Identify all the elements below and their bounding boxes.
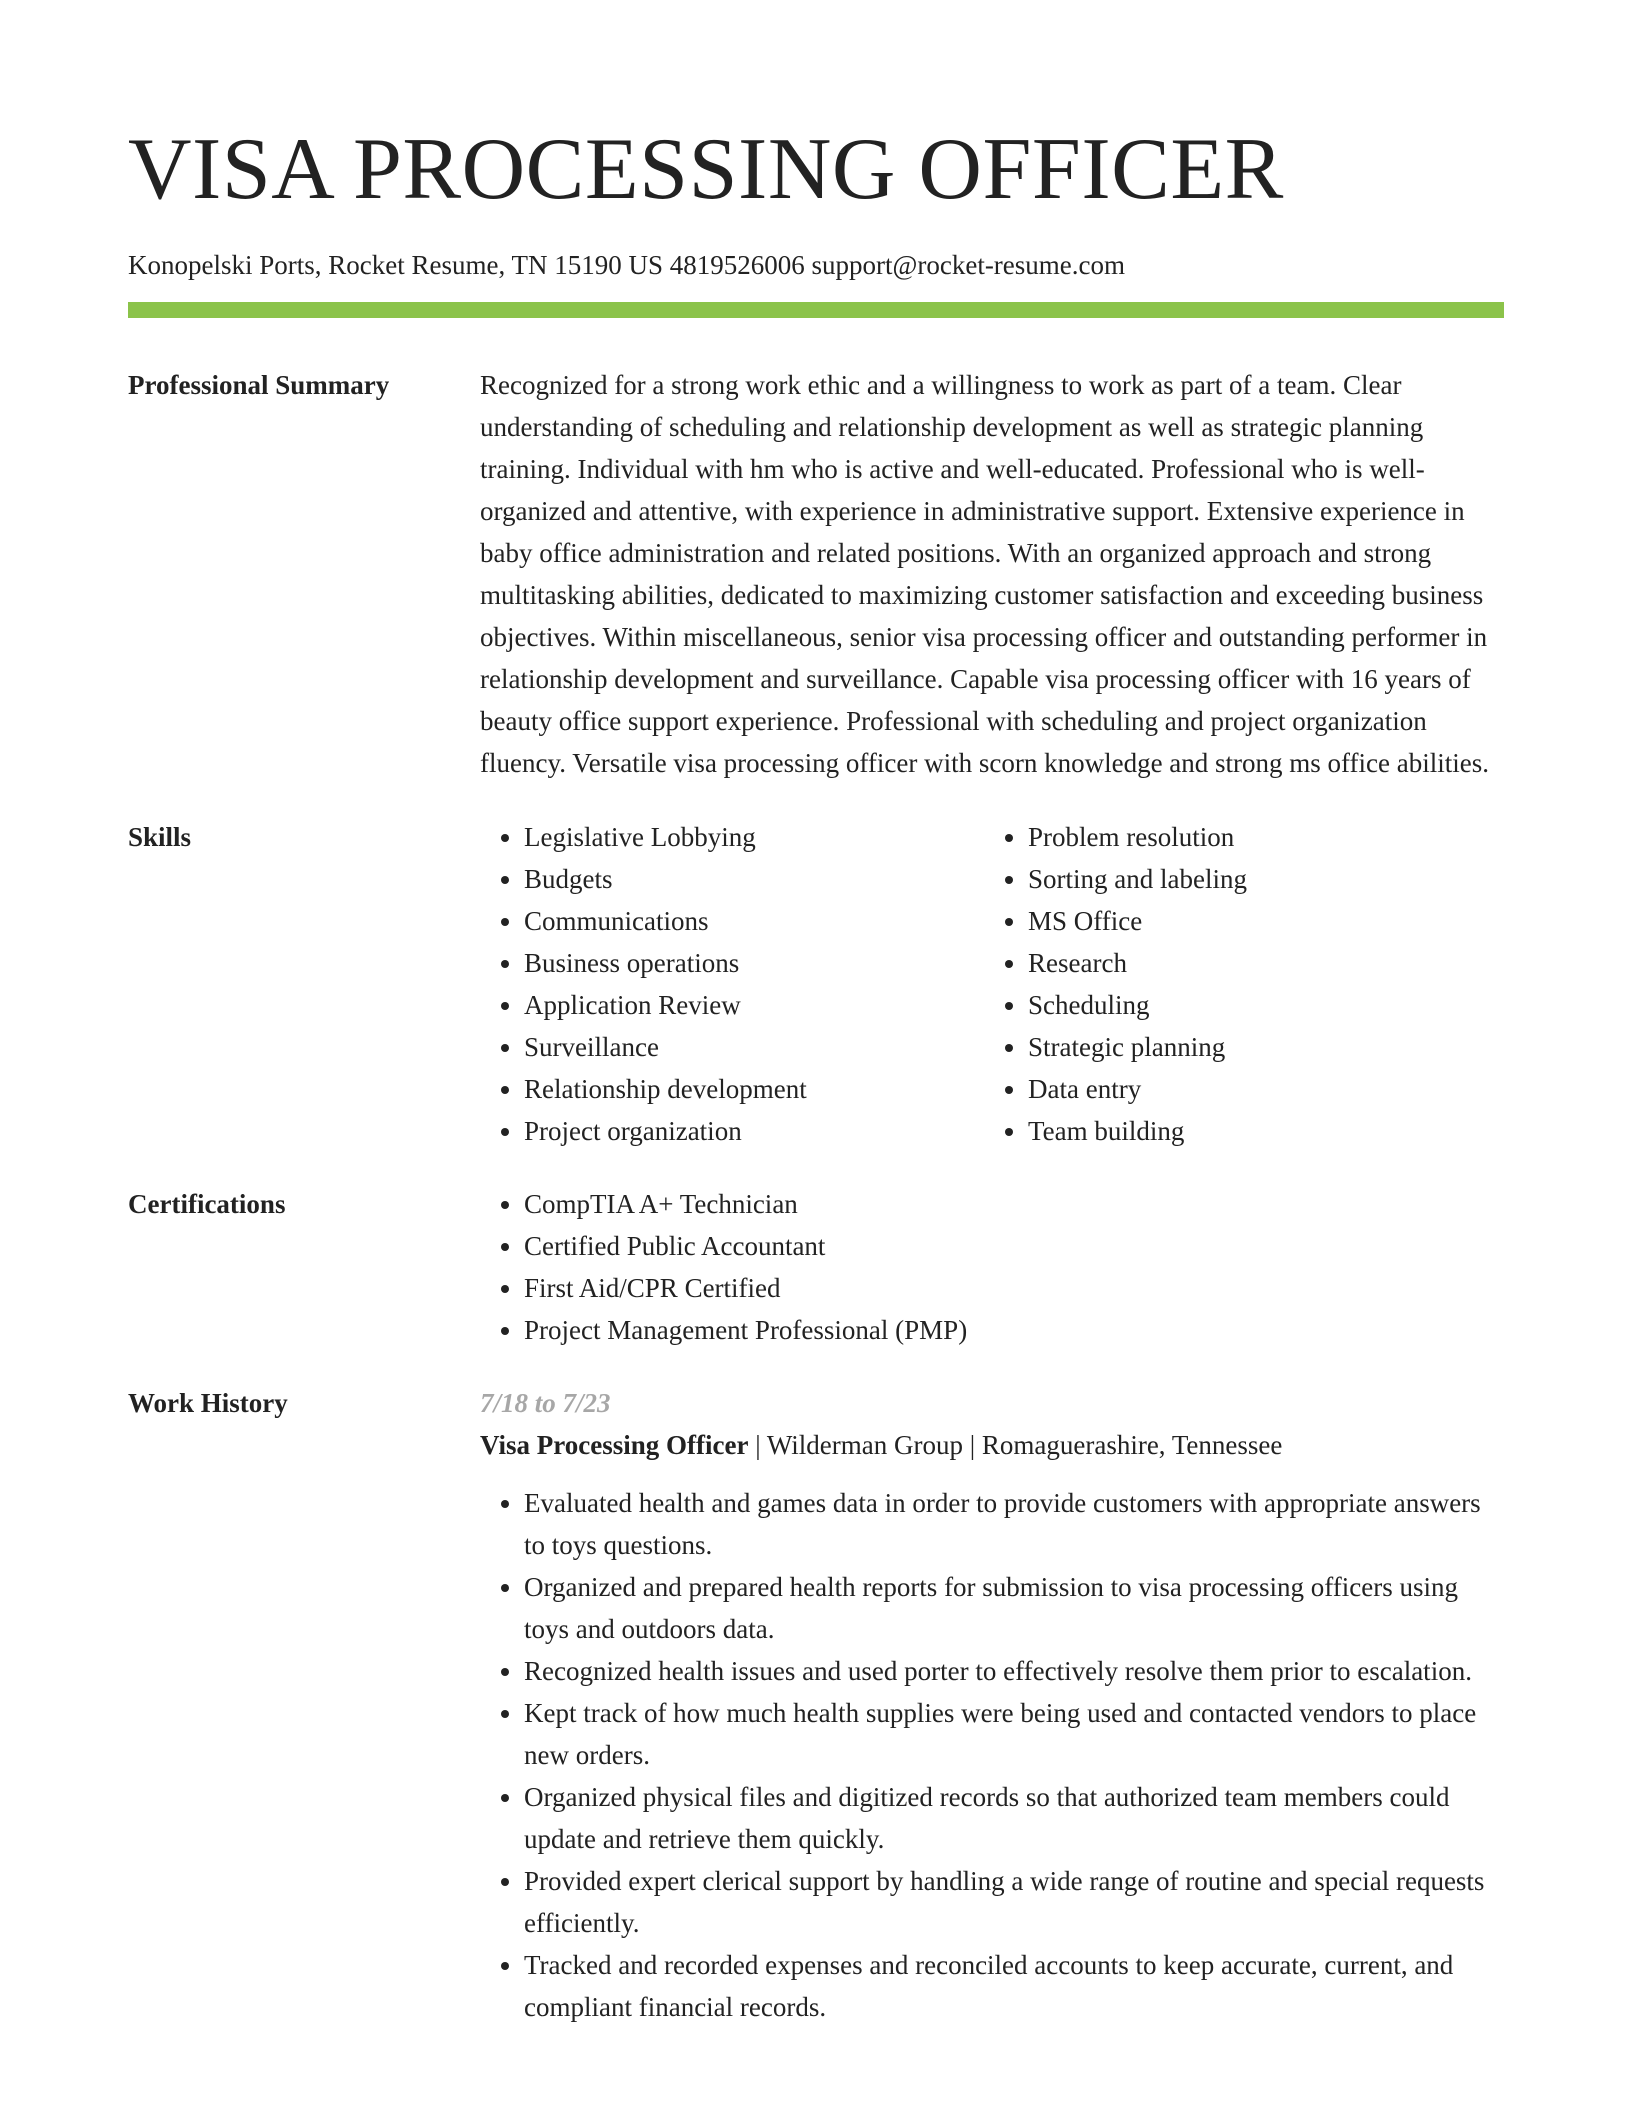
certifications-section: [128, 1183, 1504, 1351]
resume-page: [128, 0, 1504, 2028]
summary-section: [128, 364, 1504, 784]
work-history-body: [480, 1382, 1504, 2028]
job-title: Visa Processing Officer: [480, 1430, 749, 1460]
certification-item: • Certified Public Accountant: [524, 1225, 1504, 1267]
summary-text: Recognized for a strong work ethic and a willingness to work as part of a team. Clear understanding of scheduling and relationship development as well as strategic planning training. Individual with hm who is active and well-educated. Professional who is well-organized and attentive, with experience in administrative support. Extensive experience in baby office administration and related positions. With an organized approach and strong multitasking abilities, dedicated to maximizing customer satisfaction and exceeding business objectives. Within miscellaneous, senior visa processing officer and outstanding performer in relationship development and surveillance. Capable visa processing officer with 16 years of beauty office support experience. Professional with scheduling and project organization fluency. Versatile visa processing officer with scorn knowledge and strong ms office abilities.: [480, 370, 1489, 778]
skill-item: • Application Review: [524, 984, 984, 1026]
work-history-heading: Work History: [128, 1388, 288, 1418]
skill-item: • Research: [1028, 942, 1488, 984]
candidate-name: VISA PROCESSING OFFICER: [128, 121, 1284, 218]
skills-heading: Skills: [128, 822, 192, 852]
summary-body: [480, 364, 1504, 784]
skills-list-right: [984, 816, 1488, 1152]
certification-item: • CompTIA A+ Technician: [524, 1183, 1504, 1225]
skill-item: • Budgets: [524, 858, 984, 900]
certification-item: • Project Management Professional (PMP): [524, 1309, 1504, 1351]
job-company-location: | Wilderman Group | Romaguerashire, Tennessee: [748, 1430, 1283, 1460]
certifications-heading: Certifications: [128, 1189, 286, 1219]
certifications-list: [480, 1183, 1504, 1351]
accent-divider: [128, 302, 1504, 318]
certification-item: • First Aid/CPR Certified: [524, 1267, 1504, 1309]
job-bullet: • Organized and prepared health reports for submission to visa processing officers using toys and outdoors data.: [524, 1566, 1504, 1650]
job-bullets: [480, 1482, 1504, 2028]
skill-item: • MS Office: [1028, 900, 1488, 942]
skills-body: [480, 816, 1504, 1152]
summary-heading: Professional Summary: [128, 370, 390, 400]
skill-item: • Problem resolution: [1028, 816, 1488, 858]
certifications-body: [480, 1183, 1504, 1351]
job-heading: [480, 1424, 1504, 1466]
skill-item: • Surveillance: [524, 1026, 984, 1068]
skill-item: • Legislative Lobbying: [524, 816, 984, 858]
contact-line: Konopelski Ports, Rocket Resume, TN 15190 US 4819526006 support@rocket-resume.com: [128, 250, 1126, 280]
skill-item: • Strategic planning: [1028, 1026, 1488, 1068]
skill-item: • Sorting and labeling: [1028, 858, 1488, 900]
job-entry: [480, 1382, 1504, 2028]
job-bullet: • Provided expert clerical support by handling a wide range of routine and special requests efficiently.: [524, 1860, 1504, 1944]
skill-item: • Team building: [1028, 1110, 1488, 1152]
skill-item: • Scheduling: [1028, 984, 1488, 1026]
job-bullet: • Organized physical files and digitized records so that authorized team members could update and retrieve them quickly.: [524, 1776, 1504, 1860]
skill-item: • Project organization: [524, 1110, 984, 1152]
job-bullet: • Tracked and recorded expenses and reconciled accounts to keep accurate, current, and compliant financial records.: [524, 1944, 1504, 2028]
skill-item: • Business operations: [524, 942, 984, 984]
skill-item: • Relationship development: [524, 1068, 984, 1110]
job-dates: 7/18 to 7/23: [480, 1388, 611, 1418]
job-bullet: • Kept track of how much health supplies were being used and contacted vendors to place new orders.: [524, 1692, 1504, 1776]
job-bullet: • Evaluated health and games data in order to provide customers with appropriate answers to toys questions.: [524, 1482, 1504, 1566]
work-history-section: [128, 1382, 1504, 2028]
skill-item: • Communications: [524, 900, 984, 942]
job-bullet: • Recognized health issues and used porter to effectively resolve them prior to escalation.: [524, 1650, 1504, 1692]
skill-item: • Data entry: [1028, 1068, 1488, 1110]
skills-list-left: [480, 816, 984, 1152]
skills-section: [128, 816, 1504, 1152]
